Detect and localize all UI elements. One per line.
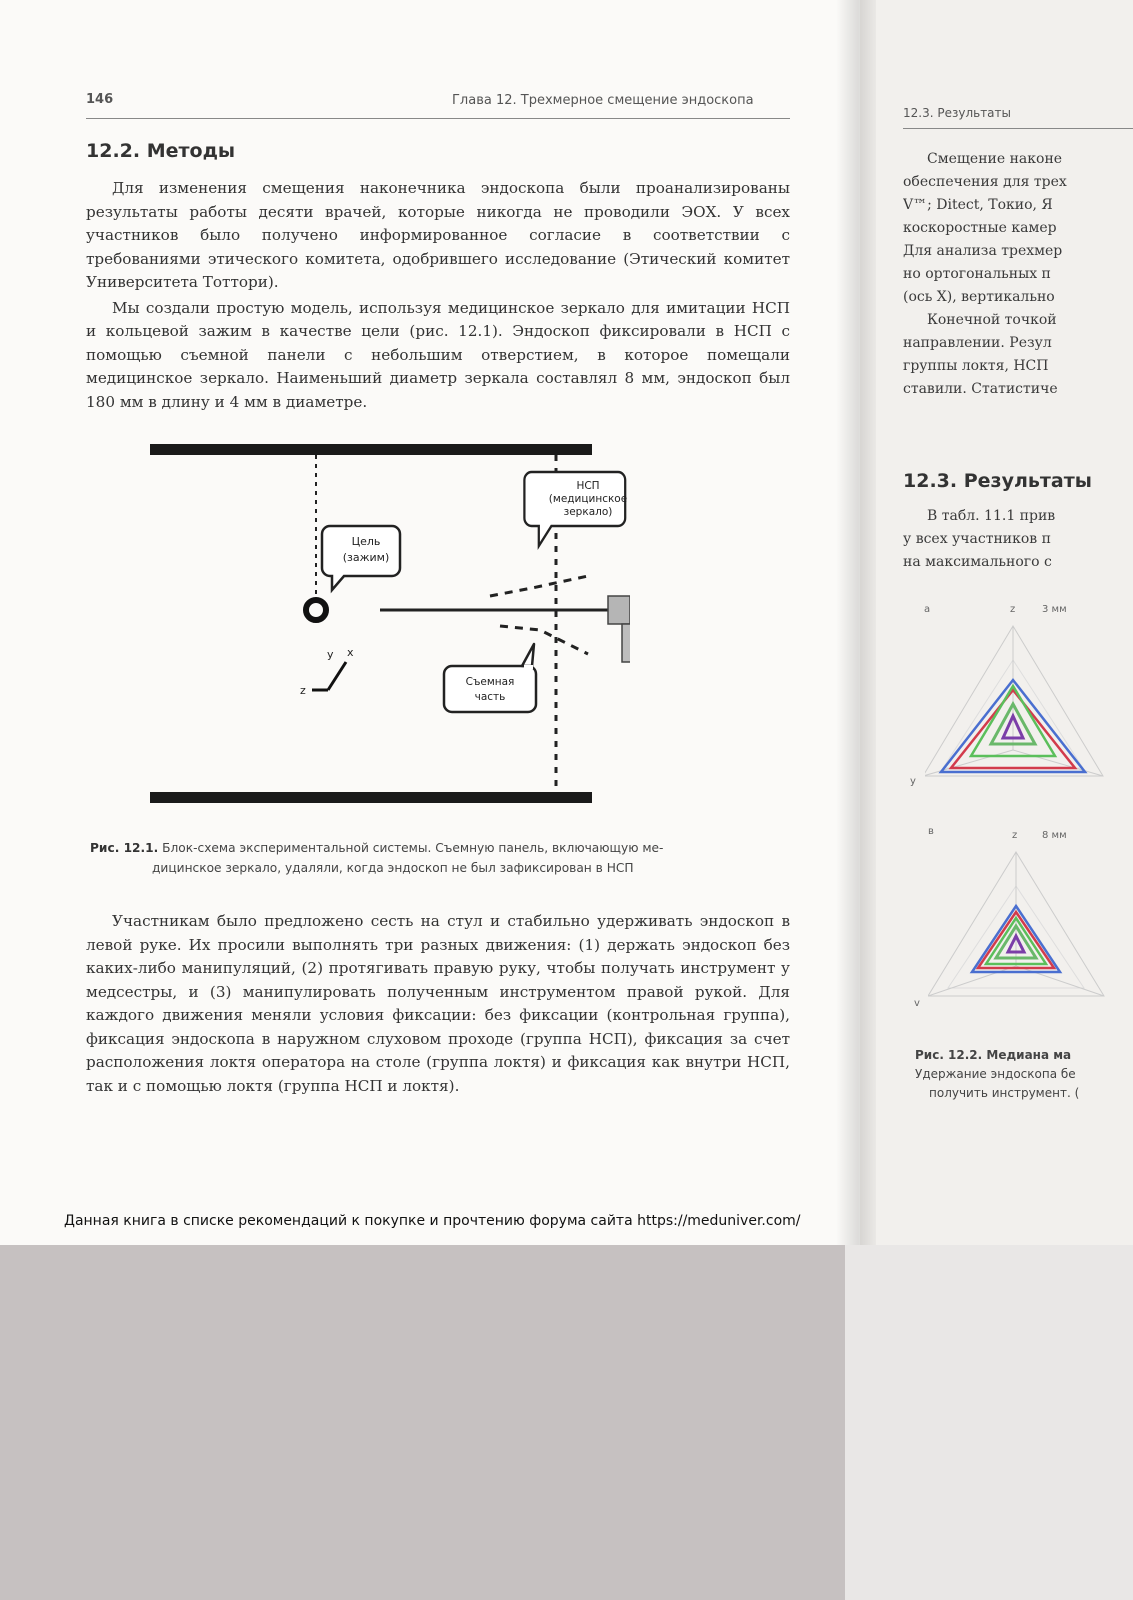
chart-a-z-label: z xyxy=(1010,604,1016,615)
right-line2-2: у всех участников п xyxy=(903,531,1051,547)
footer-notice: Данная книга в списке рекомендаций к покупке и прочтению форума сайта https://meduniver.com/ xyxy=(64,1213,801,1229)
figure-12-1-diagram xyxy=(140,436,630,816)
right-line-1: Смещение наконе xyxy=(927,151,1063,167)
right-text-block xyxy=(903,148,1133,401)
page-gutter-shadow xyxy=(836,0,876,1245)
right-line-10: группы локтя, НСП xyxy=(903,358,1049,374)
right-text-block-2 xyxy=(903,505,1133,574)
methods-text-block xyxy=(86,177,790,414)
right-section-title: 12.3. Результаты xyxy=(903,470,1092,492)
chart-b-scale-label: 8 мм xyxy=(1042,830,1067,841)
nsp-label-line3: зеркало) xyxy=(563,506,613,518)
right-line-8: Конечной точкой xyxy=(927,312,1057,328)
panel-callout xyxy=(444,644,536,712)
target-ring xyxy=(306,600,326,620)
target-label-line1: Цель xyxy=(351,535,381,548)
target-callout xyxy=(322,526,400,590)
panel-label-line2: часть xyxy=(474,691,506,703)
axis-y-label: y xyxy=(327,648,334,661)
panel-label-line1: Съемная xyxy=(465,676,515,688)
section-title: 12.2. Методы xyxy=(86,140,236,162)
right-header-rule xyxy=(903,128,1133,129)
chart-a-panel-label: а xyxy=(924,604,931,615)
scanner-background-right xyxy=(845,1245,1133,1600)
axis-x-label: x xyxy=(347,646,354,659)
right-line2-3: на максимального с xyxy=(903,554,1052,570)
radar-chart-a xyxy=(925,620,1133,790)
right-line-11: ставили. Статистиче xyxy=(903,381,1058,397)
paragraph-1: Для изменения смещения наконечника эндоскопа были проанализированы результаты работы десяти врачей, которые никогда не проводили ЭОХ. У всех участников было получено информированное согласие в соответствии с требованиями этического комитета, одобрившего исследование (Этический комитет Университета Тоттори). xyxy=(86,179,790,291)
right-running-head: 12.3. Результаты xyxy=(903,106,1011,120)
right-line-3: V™; Ditect, Токио, Я xyxy=(903,197,1053,213)
target-label-line2: (зажим) xyxy=(342,551,390,564)
figure-12-2-caption xyxy=(915,1046,1133,1103)
radar-chart-b xyxy=(928,846,1133,1006)
page-number: 146 xyxy=(86,92,114,107)
paragraph-3: Участникам было предложено сесть на стул и стабильно удерживать эндоскоп в левой руке. Их просили выполнять три разных движения: (1) держать эндоскоп без каких-либо манипуляций, (2) протягивать правую руку, чтобы получать инструмент у медсестры, и (3) манипулировать полученным инструментом правой рукой. Для каждого движения меняли условия фиксации: без фиксации (контрольная группа), фиксация эндоскопа в наружном слуховом проходе (группа НСП), фиксация за счет расположения локтя оператора на столе (группа локтя) и фиксация как внутри НСП, так и с помощью локтя (группа НСП и локтя). xyxy=(86,912,790,1095)
figure-12-1-caption xyxy=(90,838,790,878)
header-rule xyxy=(86,118,790,119)
fig-12-2-caption-line3: получить инструмент. ( xyxy=(929,1086,1080,1100)
right-line-7: (ось X), вертикально xyxy=(903,289,1055,305)
bottom-wall xyxy=(150,792,592,803)
axis-z-label: z xyxy=(300,684,306,697)
chart-b-z-label: z xyxy=(1012,830,1018,841)
paragraph-2: Мы создали простую модель, используя медицинское зеркало для имитации НСП и кольцевой зажим в качестве цели (рис. 12.1). Эндоскоп фиксировали в НСП с помощью съемной панели с небольшим отверстием, в которое помещали медицинское зеркало. Наименьший диаметр зеркала составлял 8 мм, эндоскоп был 180 мм в длину и 4 мм в диаметре. xyxy=(86,298,790,411)
caption-label: Рис. 12.1. xyxy=(90,841,159,855)
top-wall xyxy=(150,444,592,455)
fig-12-2-caption-line1: Рис. 12.2. Медиана ма xyxy=(915,1048,1072,1062)
chart-b-y-label: v xyxy=(914,998,920,1009)
mirror-lower-line xyxy=(500,626,588,654)
caption-line2: дицинское зеркало, удаляли, когда эндоскоп не был зафиксирован в НСП xyxy=(152,861,634,875)
fig-12-2-caption-line2: Удержание эндоскопа бе xyxy=(915,1067,1076,1081)
caption-line1: Блок-схема экспериментальной системы. Съемную панель, включающую ме- xyxy=(162,841,664,855)
chart-a-y-label: y xyxy=(910,776,916,787)
mirror-upper-line xyxy=(490,576,588,596)
nsp-label-line2: (медицинское xyxy=(548,493,628,505)
right-line-4: коскоростные камер xyxy=(903,220,1057,236)
nsp-label-line1: НСП xyxy=(576,480,600,492)
endoscope-camera-icon xyxy=(608,596,630,662)
chart-a-scale-label: 3 мм xyxy=(1042,604,1067,615)
nsp-callout xyxy=(524,472,627,546)
axes-icon xyxy=(300,646,354,697)
running-head: Глава 12. Трехмерное смещение эндоскопа xyxy=(452,93,754,108)
right-line-6: но ортогональных п xyxy=(903,266,1051,282)
right-line-9: направлении. Резул xyxy=(903,335,1052,351)
methods-text-block-2 xyxy=(86,910,790,1098)
right-line-2: обеспечения для трех xyxy=(903,174,1067,190)
right-line-5: Для анализа трехмер xyxy=(903,243,1063,259)
chart-b-panel-label: в xyxy=(928,826,934,837)
right-line2-1: В табл. 11.1 прив xyxy=(927,508,1056,524)
